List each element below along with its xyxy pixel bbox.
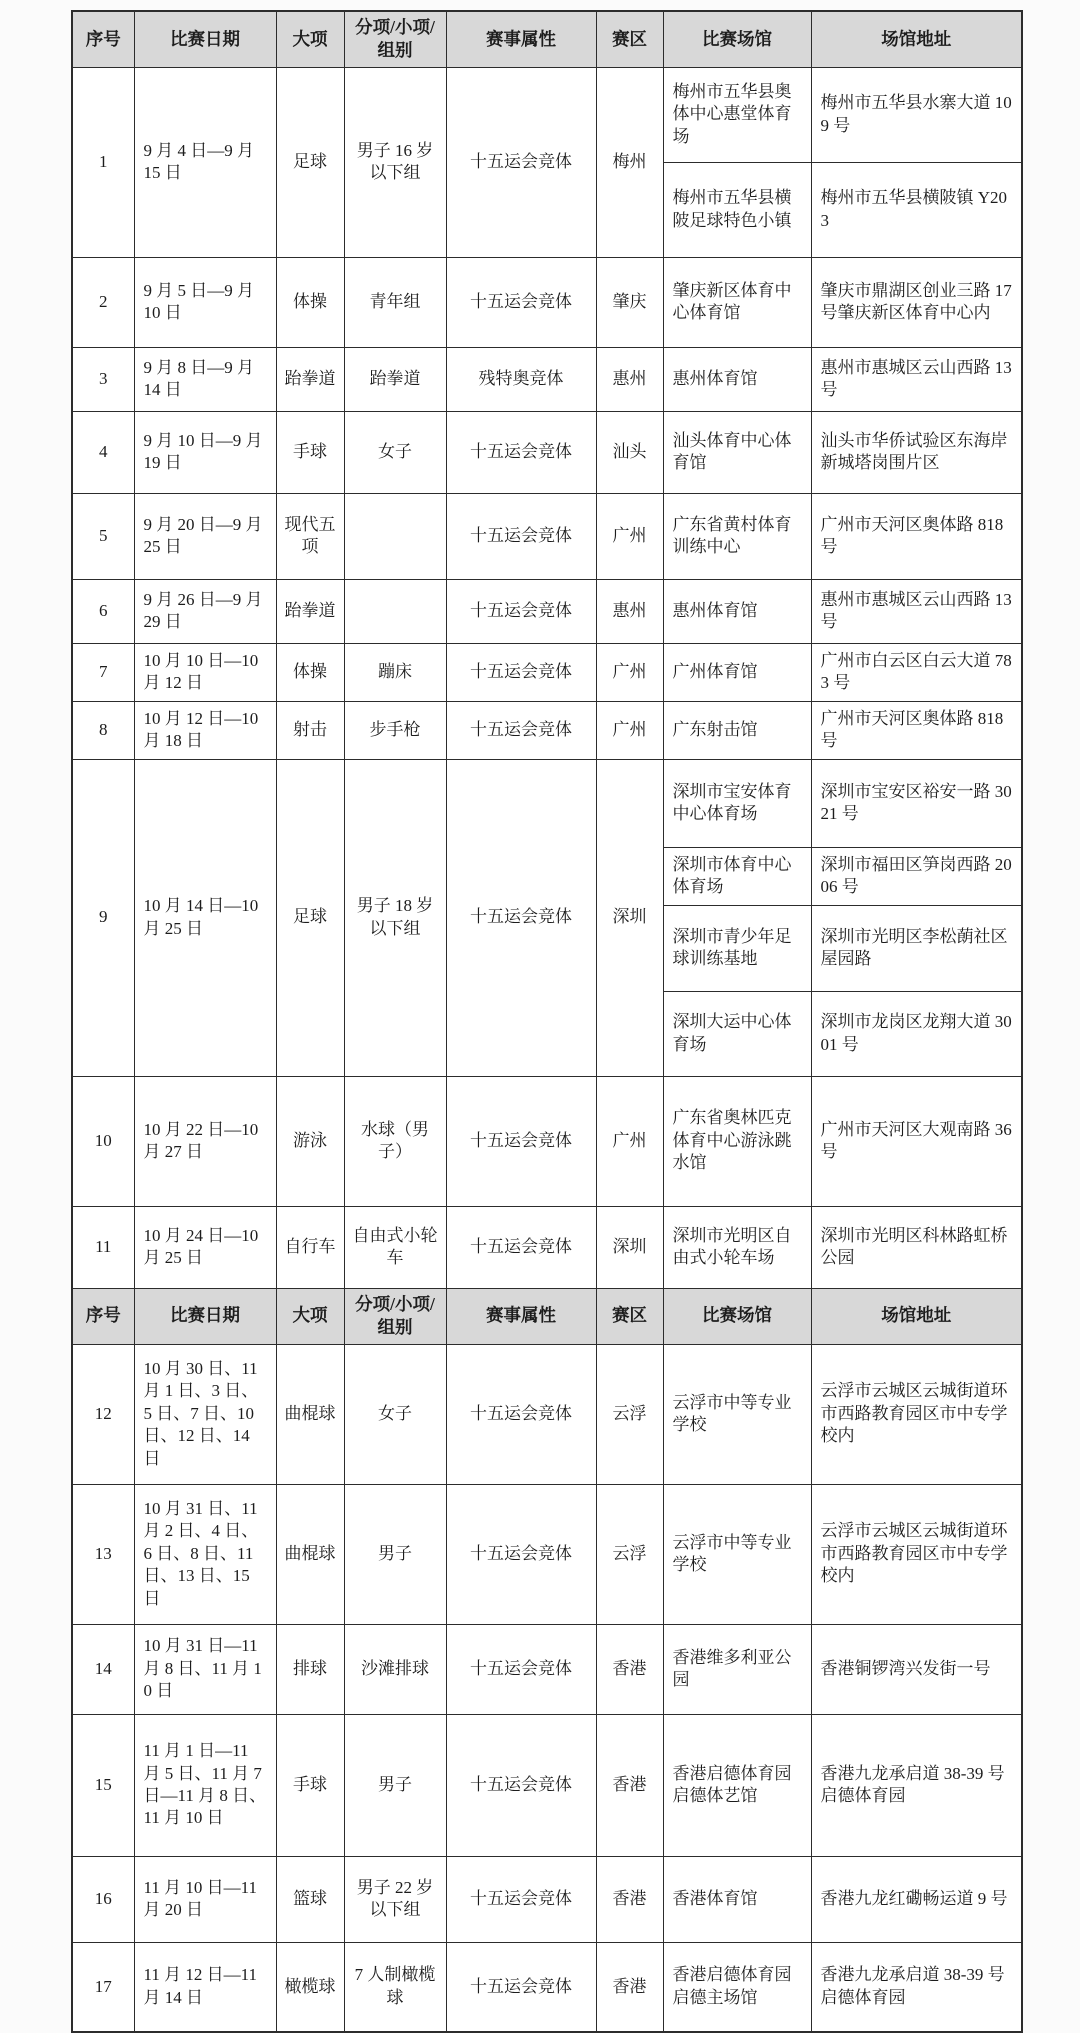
event-cell: 跆拳道 [344,347,446,411]
seq-cell: 11 [72,1206,134,1288]
zone-cell: 广州 [596,701,663,759]
seq-cell: 8 [72,701,134,759]
address-header-cell: 场馆地址 [811,1288,1022,1344]
zone-header-cell: 赛区 [596,11,663,67]
address-cell: 广州市天河区大观南路 36 号 [811,1076,1022,1206]
venue-cell: 梅州市五华县横陂足球特色小镇 [663,162,811,257]
table-row [72,347,1022,411]
zone-cell: 深圳 [596,759,663,1076]
seq-cell: 6 [72,579,134,643]
zone-cell: 香港 [596,1624,663,1714]
zone-cell: 香港 [596,1714,663,1856]
date-cell: 10 月 31 日、11 月 2 日、4 日、6 日、8 日、11 日、13 日、15 日 [134,1484,276,1624]
event-cell: 青年组 [344,257,446,347]
seq-cell: 16 [72,1856,134,1942]
event-header-cell: 分项/小项/组别 [344,1288,446,1344]
date-cell: 10 月 22 日—10 月 27 日 [134,1076,276,1206]
seq-cell: 5 [72,493,134,579]
event-cell: 女子 [344,411,446,493]
seq-cell: 10 [72,1076,134,1206]
table-row [72,1856,1022,1942]
date-header-cell: 比赛日期 [134,1288,276,1344]
date-cell: 10 月 31 日—11 月 8 日、11 月 10 日 [134,1624,276,1714]
venue-header-cell: 比赛场馆 [663,11,811,67]
attribute-header-cell: 赛事属性 [446,1288,596,1344]
attribute-cell: 十五运会竞体 [446,411,596,493]
seq-cell: 14 [72,1624,134,1714]
date-cell: 9 月 10 日—9 月 19 日 [134,411,276,493]
event-cell: 自由式小轮车 [344,1206,446,1288]
event-cell: 沙滩排球 [344,1624,446,1714]
venue-cell: 深圳市青少年足球训练基地 [663,905,811,991]
venue-cell: 惠州体育馆 [663,579,811,643]
sport-cell: 体操 [276,643,344,701]
venue-cell: 香港启德体育园启德主场馆 [663,1942,811,2032]
address-cell: 梅州市五华县横陂镇 Y203 [811,162,1022,257]
attribute-cell: 十五运会竞体 [446,579,596,643]
table-row [72,1206,1022,1288]
address-cell: 深圳市光明区李松蓢社区屋园路 [811,905,1022,991]
attribute-cell: 十五运会竞体 [446,67,596,257]
table-row [72,579,1022,643]
attribute-cell: 残特奥竞体 [446,347,596,411]
header-row [72,11,1022,67]
zone-cell: 广州 [596,643,663,701]
venue-cell: 深圳市体育中心体育场 [663,847,811,905]
address-cell: 深圳市福田区笋岗西路 2006 号 [811,847,1022,905]
date-cell: 9 月 26 日—9 月 29 日 [134,579,276,643]
date-cell: 11 月 12 日—11 月 14 日 [134,1942,276,2032]
zone-cell: 梅州 [596,67,663,257]
sport-cell: 足球 [276,67,344,257]
zone-cell: 深圳 [596,1206,663,1288]
date-cell: 9 月 4 日—9 月 15 日 [134,67,276,257]
attribute-cell: 十五运会竞体 [446,1206,596,1288]
venue-cell: 肇庆新区体育中心体育馆 [663,257,811,347]
seq-cell: 9 [72,759,134,1076]
attribute-cell: 十五运会竞体 [446,1942,596,2032]
sport-header-cell: 大项 [276,11,344,67]
sport-cell: 手球 [276,411,344,493]
event-cell: 7 人制橄榄球 [344,1942,446,2032]
table-row [72,759,1022,847]
sport-cell: 足球 [276,759,344,1076]
sport-cell: 曲棍球 [276,1484,344,1624]
seq-cell: 1 [72,67,134,257]
sport-cell: 橄榄球 [276,1942,344,2032]
address-cell: 香港铜锣湾兴发街一号 [811,1624,1022,1714]
table-row [72,1942,1022,2032]
sport-cell: 排球 [276,1624,344,1714]
address-cell: 香港九龙承启道 38-39 号启德体育园 [811,1942,1022,2032]
date-cell: 9 月 8 日—9 月 14 日 [134,347,276,411]
table-row [72,1076,1022,1206]
event-cell: 男子 [344,1714,446,1856]
event-cell: 蹦床 [344,643,446,701]
attribute-cell: 十五运会竞体 [446,643,596,701]
zone-cell: 惠州 [596,579,663,643]
venue-cell: 梅州市五华县奥体中心惠堂体育场 [663,67,811,162]
venue-cell: 香港维多利亚公园 [663,1624,811,1714]
sport-cell: 射击 [276,701,344,759]
venue-cell: 云浮市中等专业学校 [663,1344,811,1484]
venue-cell: 香港启德体育园启德体艺馆 [663,1714,811,1856]
attribute-cell: 十五运会竞体 [446,701,596,759]
address-cell: 惠州市惠城区云山西路 13 号 [811,579,1022,643]
sport-header-cell: 大项 [276,1288,344,1344]
table-row [72,1714,1022,1856]
address-cell: 汕头市华侨试验区东海岸新城塔岗围片区 [811,411,1022,493]
table-row [72,1484,1022,1624]
zone-cell: 肇庆 [596,257,663,347]
zone-cell: 云浮 [596,1344,663,1484]
address-cell: 肇庆市鼎湖区创业三路 17 号肇庆新区体育中心内 [811,257,1022,347]
date-cell: 10 月 14 日—10 月 25 日 [134,759,276,1076]
address-cell: 广州市白云区白云大道 783 号 [811,643,1022,701]
date-cell: 9 月 5 日—9 月 10 日 [134,257,276,347]
event-cell: 男子 16 岁以下组 [344,67,446,257]
seq-cell: 13 [72,1484,134,1624]
seq-cell: 17 [72,1942,134,2032]
table-row [72,701,1022,759]
event-header-cell: 分项/小项/组别 [344,11,446,67]
venue-cell: 汕头体育中心体育馆 [663,411,811,493]
attribute-cell: 十五运会竞体 [446,759,596,1076]
table-row [72,67,1022,162]
seq-cell: 2 [72,257,134,347]
venue-cell: 广州体育馆 [663,643,811,701]
sport-cell: 篮球 [276,1856,344,1942]
venue-cell: 香港体育馆 [663,1856,811,1942]
sport-cell: 现代五项 [276,493,344,579]
address-cell: 深圳市龙岗区龙翔大道 3001 号 [811,991,1022,1076]
venue-cell: 惠州体育馆 [663,347,811,411]
event-cell: 男子 22 岁以下组 [344,1856,446,1942]
address-cell: 云浮市云城区云城街道环市西路教育园区市中专学校内 [811,1484,1022,1624]
sport-cell: 手球 [276,1714,344,1856]
seq-cell: 3 [72,347,134,411]
venue-cell: 深圳市宝安体育中心体育场 [663,759,811,847]
header-row [72,1288,1022,1344]
address-header-cell: 场馆地址 [811,11,1022,67]
seq-cell: 4 [72,411,134,493]
address-cell: 香港九龙红磡畅运道 9 号 [811,1856,1022,1942]
venue-cell: 广东省黄村体育训练中心 [663,493,811,579]
seq-header-cell: 序号 [72,11,134,67]
venue-cell: 广东射击馆 [663,701,811,759]
event-cell: 男子 [344,1484,446,1624]
event-cell: 步手枪 [344,701,446,759]
sport-cell: 游泳 [276,1076,344,1206]
sport-cell: 跆拳道 [276,579,344,643]
zone-cell: 云浮 [596,1484,663,1624]
address-cell: 广州市天河区奥体路 818 号 [811,701,1022,759]
date-cell: 9 月 20 日—9 月 25 日 [134,493,276,579]
zone-cell: 香港 [596,1856,663,1942]
seq-cell: 15 [72,1714,134,1856]
table-row [72,1344,1022,1484]
venue-header-cell: 比赛场馆 [663,1288,811,1344]
sport-cell: 曲棍球 [276,1344,344,1484]
sport-cell: 跆拳道 [276,347,344,411]
sport-cell: 体操 [276,257,344,347]
event-cell [344,579,446,643]
attribute-cell: 十五运会竞体 [446,1484,596,1624]
zone-cell: 广州 [596,493,663,579]
table-row [72,643,1022,701]
event-cell: 水球（男子） [344,1076,446,1206]
attribute-cell: 十五运会竞体 [446,1624,596,1714]
address-cell: 惠州市惠城区云山西路 13 号 [811,347,1022,411]
address-cell: 深圳市光明区科林路虹桥公园 [811,1206,1022,1288]
sport-cell: 自行车 [276,1206,344,1288]
attribute-cell: 十五运会竞体 [446,493,596,579]
date-cell: 10 月 24 日—10 月 25 日 [134,1206,276,1288]
table-row [72,493,1022,579]
competition-schedule-table [71,10,1023,2033]
zone-cell: 惠州 [596,347,663,411]
venue-cell: 深圳大运中心体育场 [663,991,811,1076]
address-cell: 云浮市云城区云城街道环市西路教育园区市中专学校内 [811,1344,1022,1484]
venue-cell: 云浮市中等专业学校 [663,1484,811,1624]
event-cell [344,493,446,579]
venue-cell: 广东省奥林匹克体育中心游泳跳水馆 [663,1076,811,1206]
address-cell: 香港九龙承启道 38-39 号启德体育园 [811,1714,1022,1856]
event-cell: 男子 18 岁以下组 [344,759,446,1076]
attribute-cell: 十五运会竞体 [446,1714,596,1856]
address-cell: 深圳市宝安区裕安一路 3021 号 [811,759,1022,847]
address-cell: 广州市天河区奥体路 818 号 [811,493,1022,579]
attribute-cell: 十五运会竞体 [446,1856,596,1942]
attribute-cell: 十五运会竞体 [446,257,596,347]
date-cell: 10 月 12 日—10 月 18 日 [134,701,276,759]
seq-header-cell: 序号 [72,1288,134,1344]
seq-cell: 7 [72,643,134,701]
date-cell: 10 月 10 日—10 月 12 日 [134,643,276,701]
date-header-cell: 比赛日期 [134,11,276,67]
table-row [72,411,1022,493]
venue-cell: 深圳市光明区自由式小轮车场 [663,1206,811,1288]
attribute-cell: 十五运会竞体 [446,1344,596,1484]
date-cell: 11 月 10 日—11 月 20 日 [134,1856,276,1942]
seq-cell: 12 [72,1344,134,1484]
date-cell: 11 月 1 日—11 月 5 日、11 月 7 日—11 月 8 日、11 月 10 日 [134,1714,276,1856]
attribute-header-cell: 赛事属性 [446,11,596,67]
date-cell: 10 月 30 日、11 月 1 日、3 日、5 日、7 日、10 日、12 日、14 日 [134,1344,276,1484]
zone-header-cell: 赛区 [596,1288,663,1344]
zone-cell: 广州 [596,1076,663,1206]
address-cell: 梅州市五华县水寨大道 109 号 [811,67,1022,162]
event-cell: 女子 [344,1344,446,1484]
attribute-cell: 十五运会竞体 [446,1076,596,1206]
zone-cell: 汕头 [596,411,663,493]
zone-cell: 香港 [596,1942,663,2032]
table-row [72,1624,1022,1714]
table-row [72,257,1022,347]
